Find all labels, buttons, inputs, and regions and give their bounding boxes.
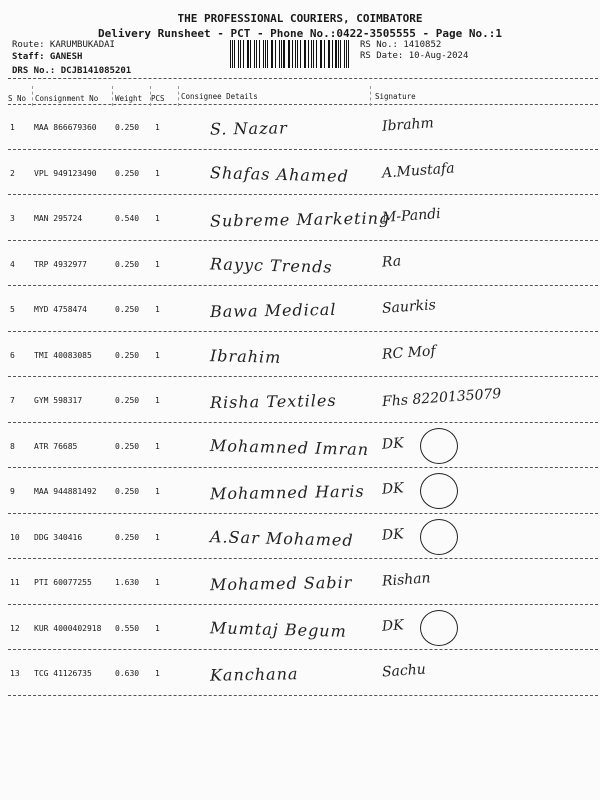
row-consignment: MAA 866679360 <box>34 123 97 132</box>
barcode <box>230 40 352 68</box>
row-pcs: 1 <box>155 259 160 269</box>
row-pcs: 1 <box>155 578 160 587</box>
signature-circle-mark <box>420 519 458 555</box>
row-divider <box>8 331 598 332</box>
col-sno: S No <box>8 94 27 103</box>
row-pcs: 1 <box>155 214 160 223</box>
row-pcs: 1 <box>155 168 160 178</box>
row-weight: 0.250 <box>115 168 140 178</box>
col-consignee-details: Consignee Details <box>181 92 258 101</box>
row-divider <box>8 422 598 423</box>
row-pcs: 1 <box>155 532 160 542</box>
col-pcs: PCS <box>151 94 165 103</box>
row-sno: 9 <box>10 487 15 496</box>
row-divider <box>8 558 598 559</box>
row-pcs: 1 <box>155 396 160 405</box>
row-consignee-handwritten: Mohamed Sabir <box>209 572 353 595</box>
row-weight: 0.250 <box>115 305 140 314</box>
row-signature: DK <box>381 480 405 498</box>
row-sno: 3 <box>10 214 15 223</box>
row-consignment: ATR 76685 <box>34 441 78 451</box>
row-consignee-handwritten: Mohamned Imran <box>209 435 370 459</box>
row-consignee-handwritten: Mohamned Haris <box>209 481 365 504</box>
row-consignee-handwritten: A.Sar Mohamed <box>209 526 354 550</box>
row-signature: Rishan <box>381 570 432 590</box>
row-consignment: MYD 4758474 <box>34 305 87 314</box>
row-consignment: MAN 295724 <box>34 214 83 223</box>
row-sno: 7 <box>10 396 15 405</box>
row-pcs: 1 <box>155 123 160 132</box>
row-signature: Saurkis <box>381 297 437 317</box>
row-consignee-handwritten: Rayyc Trends <box>209 253 333 277</box>
drs-number: DRS No.: DCJB141085201 <box>12 66 132 76</box>
row-signature: Ibrahm <box>381 115 435 135</box>
row-consignee-handwritten: Kanchana <box>209 664 299 685</box>
row-pcs: 1 <box>155 350 160 360</box>
row-sno: 11 <box>10 578 20 587</box>
row-weight: 0.250 <box>115 123 140 132</box>
row-divider <box>8 285 598 286</box>
row-sno: 4 <box>10 259 15 269</box>
row-signature: DK <box>381 525 405 544</box>
col-weight: Weight <box>115 94 143 103</box>
route-label: Route: KARUMBUKADAI <box>12 40 115 50</box>
row-signature: DK <box>381 434 405 453</box>
row-weight: 0.540 <box>115 214 140 223</box>
row-signature: Sachu <box>381 661 427 681</box>
row-sno: 10 <box>10 532 20 542</box>
row-weight: 0.250 <box>115 532 140 542</box>
rs-number: RS No.: 1410852 <box>360 40 442 50</box>
row-weight: 0.250 <box>115 350 140 360</box>
row-consignee-handwritten: Subreme Marketing <box>209 208 391 231</box>
row-consignment: TMI 40083085 <box>34 350 92 360</box>
row-pcs: 1 <box>155 441 160 451</box>
row-consignment: DDG 340416 <box>34 532 83 542</box>
row-weight: 1.630 <box>115 578 140 587</box>
row-pcs: 1 <box>155 487 160 496</box>
company-title: THE PROFESSIONAL COURIERS, COIMBATORE <box>177 12 423 25</box>
row-pcs: 1 <box>155 623 160 633</box>
col-consignment: Consignment No <box>35 94 99 103</box>
signature-circle-mark <box>420 428 458 464</box>
row-consignee-handwritten: Ibrahim <box>209 345 282 367</box>
signature-circle-mark <box>420 473 458 509</box>
row-divider <box>8 376 598 377</box>
row-divider <box>8 513 598 514</box>
row-sno: 13 <box>10 669 20 678</box>
row-divider <box>8 604 598 605</box>
row-divider <box>8 194 598 195</box>
row-consignment: GYM 598317 <box>34 396 83 405</box>
row-weight: 0.250 <box>115 441 140 451</box>
rs-date: RS Date: 10-Aug-2024 <box>360 51 469 61</box>
row-divider <box>8 649 598 650</box>
signature-circle-mark <box>420 610 458 646</box>
row-weight: 0.250 <box>115 487 140 496</box>
row-consignment: KUR 4000402918 <box>34 623 102 633</box>
row-consignment: TCG 41126735 <box>34 669 92 678</box>
row-consignment: PTI 60077255 <box>34 578 92 587</box>
row-sno: 12 <box>10 623 20 633</box>
row-consignment: VPL 949123490 <box>34 168 97 178</box>
row-signature: DK <box>381 616 405 635</box>
row-signature: A.Mustafa <box>381 159 456 182</box>
runsheet-subtitle: Delivery Runsheet - PCT - Phone No.:0422-3505555 - Page No.:1 <box>98 27 502 40</box>
row-consignment: MAA 944881492 <box>34 487 97 496</box>
row-sno: 8 <box>10 441 15 451</box>
row-sno: 2 <box>10 168 15 178</box>
row-divider <box>8 149 598 150</box>
row-consignee-handwritten: S. Nazar <box>209 118 288 139</box>
row-signature: Ra <box>381 252 402 271</box>
row-consignee-handwritten: Shafas Ahamed <box>209 162 350 186</box>
staff-label: Staff: GANESH <box>12 52 83 62</box>
row-sno: 6 <box>10 350 15 360</box>
row-consignee-handwritten: Risha Textiles <box>209 390 337 413</box>
row-weight: 0.250 <box>115 259 140 269</box>
row-divider <box>8 240 598 241</box>
row-weight: 0.250 <box>115 396 140 405</box>
row-consignee-handwritten: Bawa Medical <box>209 299 337 322</box>
row-signature: Fhs 8220135079 <box>381 385 502 411</box>
row-signature: RC Mof <box>381 342 437 363</box>
col-signature: Signature <box>375 92 416 101</box>
row-weight: 0.550 <box>115 623 140 633</box>
row-divider <box>8 695 598 696</box>
row-consignment: TRP 4932977 <box>34 259 87 269</box>
row-sno: 1 <box>10 123 15 132</box>
row-pcs: 1 <box>155 669 160 678</box>
row-consignee-handwritten: Mumtaj Begum <box>209 617 348 641</box>
row-weight: 0.630 <box>115 669 140 678</box>
row-signature: M-Pandi <box>381 205 442 227</box>
row-divider <box>8 467 598 468</box>
row-pcs: 1 <box>155 305 160 314</box>
row-sno: 5 <box>10 305 15 314</box>
